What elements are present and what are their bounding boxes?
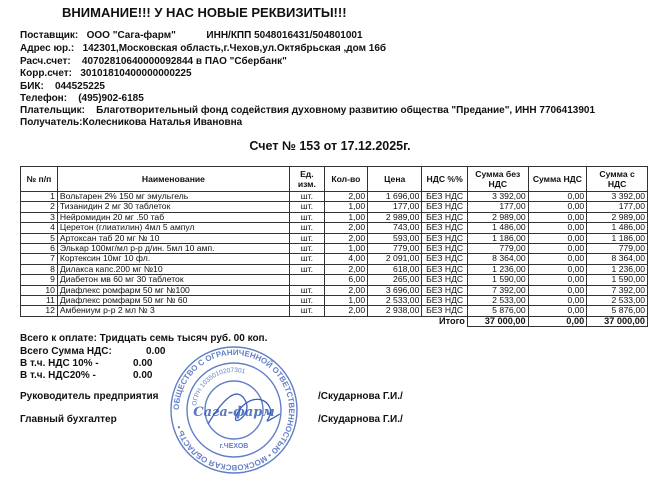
item-name: Кортексин 10мг 10 фл.: [57, 254, 289, 264]
quantity: 2,00: [324, 264, 367, 274]
sum-with-vat: 1 236,00: [587, 264, 648, 274]
total-row: [21, 316, 648, 326]
vat-sum: 0,00: [528, 285, 587, 295]
total-label: Итого: [438, 316, 465, 327]
stamp-bottom-text: г.ЧЕХОВ: [219, 443, 249, 450]
vat10-value: 0.00: [133, 358, 153, 369]
sum-with-vat: 2 533,00: [587, 296, 648, 306]
quantity: 2,00: [324, 223, 367, 233]
item-name: Артоксан таб 20 мг № 10: [57, 233, 289, 243]
row-num: 7: [21, 254, 58, 264]
unit: шт.: [290, 306, 325, 316]
stamp-center-text: Сага-фарм: [193, 405, 275, 420]
table-row: [21, 254, 648, 264]
table-row: [21, 202, 648, 212]
sum-without-vat: 1 236,00: [467, 264, 528, 274]
vat-rate: БЕЗ НДС: [422, 285, 468, 295]
price: 2 533,00: [368, 296, 422, 306]
vat-rate: БЕЗ НДС: [422, 223, 468, 233]
quantity: 2,00: [324, 285, 367, 295]
col-header-vat-sum: Сумма НДС: [528, 167, 587, 192]
vat10-label: В т.ч. НДС 10% -: [20, 358, 99, 369]
sum-with-vat: 1 486,00: [587, 223, 648, 233]
item-name: Церетон (глиатилин) 4мл 5 ампул: [57, 223, 289, 233]
table-row: [21, 233, 648, 243]
item-name: Элькар 100мг/мл р-р д/ин. 5мл 10 амп.: [57, 244, 289, 254]
col-header-name: Наименование: [57, 167, 289, 192]
table-row: [21, 264, 648, 274]
unit: шт.: [290, 296, 325, 306]
vat-sum: 0,00: [528, 202, 587, 212]
vat-sum: 0,00: [528, 223, 587, 233]
sum-with-vat: 5 876,00: [587, 306, 648, 316]
item-name: Амбениум р-р 2 мл № 3: [57, 306, 289, 316]
vat-sum: 0,00: [528, 275, 587, 285]
row-num: 5: [21, 233, 58, 243]
table-row: [21, 296, 648, 306]
payer-line: Плательщик: Благотворительный фонд содействия духовному развитию общества "Предание", ИНН 7706413901: [20, 105, 596, 116]
row-num: 8: [21, 264, 58, 274]
sum-without-vat: 1 186,00: [467, 233, 528, 243]
invoice-table: [20, 166, 648, 327]
price: 593,00: [368, 233, 422, 243]
unit: шт.: [290, 202, 325, 212]
sum-with-vat: 1 186,00: [587, 233, 648, 243]
unit: шт.: [290, 285, 325, 295]
vat-rate: БЕЗ НДС: [422, 306, 468, 316]
item-name: Вольтарен 2% 150 мг эмульгель: [57, 192, 289, 202]
accountant-label: Главный бухгалтер: [20, 414, 117, 425]
total-vat: 0,00: [528, 316, 587, 326]
vat-rate: БЕЗ НДС: [422, 296, 468, 306]
stamp-inner-text: ОГРН 1035010207301: [191, 366, 247, 407]
sum-with-vat: 7 392,00: [587, 285, 648, 295]
supplier-line: Поставщик: ООО "Сага-фарм" ИНН/КПП 5048016431/504801001: [20, 30, 363, 41]
item-name: Диабетон мв 60 мг 30 таблеток: [57, 275, 289, 285]
sum-without-vat: 3 392,00: [467, 192, 528, 202]
row-num: 4: [21, 223, 58, 233]
table-row: [21, 192, 648, 202]
item-name: Диафлекс ромфарм 50 мг № 60: [57, 296, 289, 306]
row-num: 10: [21, 285, 58, 295]
table-row: [21, 212, 648, 222]
col-header-vat-rate: НДС %%: [422, 167, 468, 192]
notice-header: ВНИМАНИЕ!!! У НАС НОВЫЕ РЕКВИЗИТЫ!!!: [62, 5, 347, 20]
vat-rate: БЕЗ НДС: [422, 212, 468, 222]
unit: шт.: [290, 244, 325, 254]
item-name: Дилакса капс.200 мг №10: [57, 264, 289, 274]
row-num: 12: [21, 306, 58, 316]
vat-sum: 0,00: [528, 254, 587, 264]
invoice-title: Счет № 153 от 17.12.2025г.: [249, 139, 411, 153]
table-row: [21, 275, 648, 285]
sum-without-vat: 1 590,00: [467, 275, 528, 285]
unit: [290, 275, 325, 285]
quantity: 6,00: [324, 275, 367, 285]
recipient-line: Получатель:Колесникова Наталья Ивановна: [20, 117, 243, 128]
price: 265,00: [368, 275, 422, 285]
sum-without-vat: 8 364,00: [467, 254, 528, 264]
sum-without-vat: 779,00: [467, 244, 528, 254]
row-num: 2: [21, 202, 58, 212]
quantity: 1,00: [324, 212, 367, 222]
sum-without-vat: 5 876,00: [467, 306, 528, 316]
vat-rate: БЕЗ НДС: [422, 244, 468, 254]
item-name: Нейромидин 20 мг .50 таб: [57, 212, 289, 222]
unit: шт.: [290, 192, 325, 202]
col-header-unit: Ед. изм.: [290, 167, 325, 192]
total-without-vat: 37 000,00: [467, 316, 528, 326]
vat-sum: 0,00: [528, 212, 587, 222]
row-num: 1: [21, 192, 58, 202]
sum-with-vat: 779,00: [587, 244, 648, 254]
address-line: Адрес юр.: 142301,Московская область,г.Чехов,ул.Октябрьская ,дом 16б: [20, 43, 387, 54]
stamp-ring-text: ОБЩЕСТВО С ОГРАНИЧЕННОЙ ОТВЕТСТВЕННОСТЬЮ • МОСКОВСКАЯ ОБЛАСТЬ •: [171, 347, 297, 473]
sum-with-vat: 2 989,00: [587, 212, 648, 222]
price: 177,00: [368, 202, 422, 212]
table-row: [21, 306, 648, 316]
price: 2 091,00: [368, 254, 422, 264]
unit: шт.: [290, 223, 325, 233]
vat-sum: 0,00: [528, 244, 587, 254]
vat-sum: 0,00: [528, 264, 587, 274]
vat-sum: 0,00: [528, 306, 587, 316]
vat-sum: 0,00: [528, 192, 587, 202]
price: 2 938,00: [368, 306, 422, 316]
sum-with-vat: 1 590,00: [587, 275, 648, 285]
sum-without-vat: 7 392,00: [467, 285, 528, 295]
vat-rate: БЕЗ НДС: [422, 233, 468, 243]
vat-rate: БЕЗ НДС: [422, 254, 468, 264]
vat-rate: БЕЗ НДС: [422, 275, 468, 285]
col-header-price: Цена: [368, 167, 422, 192]
account-line: Расч.счет: 40702810640000092844 в ПАО "Сбербанк": [20, 56, 287, 67]
vat-rate: БЕЗ НДС: [422, 202, 468, 212]
quantity: 2,00: [324, 192, 367, 202]
sum-with-vat: 177,00: [587, 202, 648, 212]
accountant-name: /Скударнова Г.И./: [318, 414, 403, 425]
row-num: 9: [21, 275, 58, 285]
quantity: 4,00: [324, 254, 367, 264]
price: 743,00: [368, 223, 422, 233]
table-header-row: [21, 167, 648, 192]
unit: шт.: [290, 254, 325, 264]
col-header-num: № п/п: [21, 167, 58, 192]
sum-with-vat: 3 392,00: [587, 192, 648, 202]
price: 3 696,00: [368, 285, 422, 295]
director-name: /Скударнова Г.И./: [318, 391, 403, 402]
item-name: Диафлекс ромфарм 50 мг №100: [57, 285, 289, 295]
quantity: 1,00: [324, 202, 367, 212]
price: 618,00: [368, 264, 422, 274]
row-num: 11: [21, 296, 58, 306]
vat-rate: БЕЗ НДС: [422, 192, 468, 202]
price: 1 696,00: [368, 192, 422, 202]
table-row: [21, 285, 648, 295]
corr-account-line: Корр.счет: 30101810400000000225: [20, 68, 192, 79]
sum-without-vat: 2 989,00: [467, 212, 528, 222]
quantity: 2,00: [324, 306, 367, 316]
vat-total-label: Всего Сумма НДС:: [20, 346, 112, 357]
company-stamp: [168, 344, 300, 476]
quantity: 1,00: [324, 244, 367, 254]
col-header-qty: Кол-во: [324, 167, 367, 192]
table-row: [21, 223, 648, 233]
total-with-vat: 37 000,00: [587, 316, 648, 326]
vat-sum: 0,00: [528, 296, 587, 306]
quantity: 1,00: [324, 296, 367, 306]
sum-with-vat: 8 364,00: [587, 254, 648, 264]
vat-sum: 0,00: [528, 233, 587, 243]
phone-line: Телефон: (495)902-6185: [20, 93, 144, 104]
row-num: 3: [21, 212, 58, 222]
unit: шт.: [290, 264, 325, 274]
item-name: Тизанидин 2 мг 30 таблеток: [57, 202, 289, 212]
to-pay-text: Всего к оплате: Тридцать семь тысяч руб. 00 коп.: [20, 333, 268, 344]
vat-rate: БЕЗ НДС: [422, 264, 468, 274]
bik-line: БИК: 044525225: [20, 81, 105, 92]
sum-without-vat: 1 486,00: [467, 223, 528, 233]
sum-without-vat: 177,00: [467, 202, 528, 212]
unit: шт.: [290, 212, 325, 222]
vat-total-value: 0.00: [146, 346, 166, 357]
col-header-sum-no-vat: Сумма без НДС: [467, 167, 528, 192]
director-label: Руководитель предприятия: [20, 391, 159, 402]
vat20-label: В т.ч. НДС20% -: [20, 370, 96, 381]
table-row: [21, 244, 648, 254]
price: 779,00: [368, 244, 422, 254]
unit: шт.: [290, 233, 325, 243]
vat20-value: 0.00: [133, 370, 153, 381]
sum-without-vat: 2 533,00: [467, 296, 528, 306]
price: 2 989,00: [368, 212, 422, 222]
col-header-sum-with-vat: Сумма с НДС: [587, 167, 648, 192]
quantity: 2,00: [324, 233, 367, 243]
row-num: 6: [21, 244, 58, 254]
